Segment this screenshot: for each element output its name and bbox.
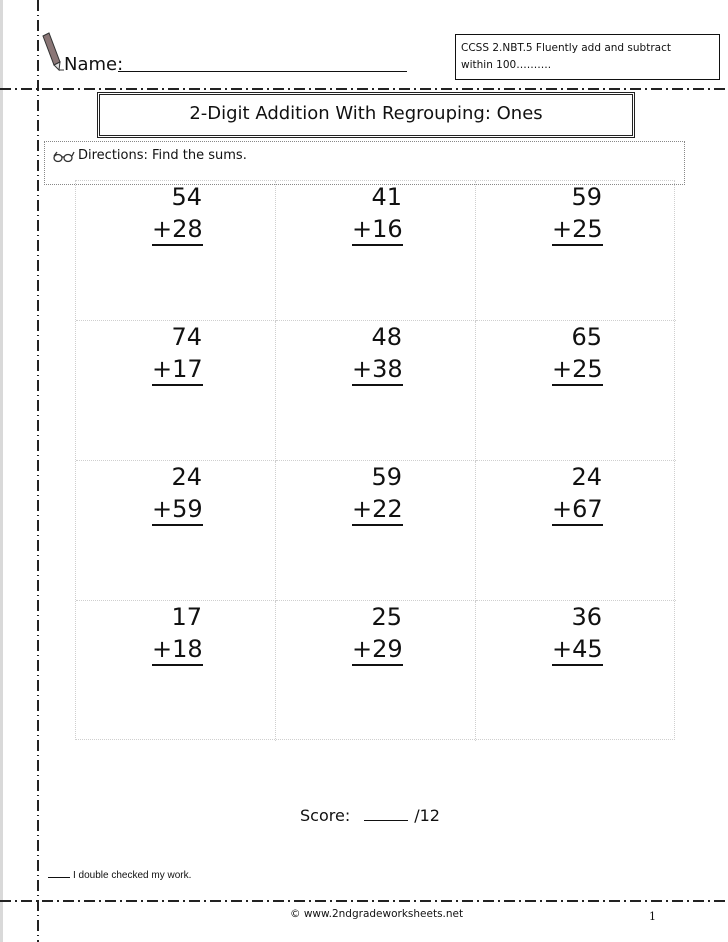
addend-bottom: +22 [352, 494, 403, 526]
margin-guide-vertical [37, 0, 39, 942]
score-area [300, 806, 440, 825]
addend-top: 25 [371, 603, 402, 631]
ccss-standard-text: CCSS 2.NBT.5 Fluently add and subtract [461, 42, 671, 54]
addend-bottom: +25 [552, 214, 603, 246]
addend-top: 41 [371, 183, 402, 211]
pencil-icon [40, 32, 64, 72]
addend-top: 24 [171, 463, 202, 491]
margin-guide-top [0, 88, 728, 90]
addend-bottom: +29 [352, 634, 403, 666]
addend-bottom: +18 [152, 634, 203, 666]
directions-box [44, 141, 685, 185]
double-check-text: I double checked my work. [73, 870, 192, 881]
problem-cell[interactable] [76, 461, 276, 601]
worksheet-title: 2-Digit Addition With Regrouping: Ones [97, 92, 635, 138]
addend-top: 59 [571, 183, 602, 211]
problem-cell[interactable] [276, 181, 476, 321]
problem-cell[interactable] [76, 181, 276, 321]
page-edge [0, 0, 3, 942]
problem-cell[interactable] [476, 321, 676, 461]
double-check-item [48, 869, 191, 881]
problem-cell[interactable] [276, 461, 476, 601]
score-label: Score: [300, 806, 351, 825]
addend-bottom: +28 [152, 214, 203, 246]
addend-bottom: +16 [352, 214, 403, 246]
ccss-standard-box [455, 34, 720, 80]
addend-top: 48 [371, 323, 402, 351]
problem-cell[interactable] [476, 461, 676, 601]
addend-bottom: +25 [552, 354, 603, 386]
addend-bottom: +17 [152, 354, 203, 386]
name-label: Name: [64, 54, 124, 75]
addend-top: 54 [171, 183, 202, 211]
addend-top: 24 [571, 463, 602, 491]
addend-top: 59 [371, 463, 402, 491]
score-total: /12 [414, 806, 440, 825]
addend-top: 36 [571, 603, 602, 631]
directions-text: Directions: Find the sums. [78, 148, 247, 163]
copyright-footer: © www.2ndgradeworksheets.net [290, 908, 464, 920]
ccss-standard-text-line2: within 100………. [461, 59, 552, 71]
problem-cell[interactable] [476, 181, 676, 321]
addend-top: 65 [571, 323, 602, 351]
problem-cell[interactable] [476, 601, 676, 741]
problem-cell[interactable] [76, 321, 276, 461]
page-number: 1 [649, 910, 656, 923]
glasses-icon [53, 151, 75, 163]
double-check-line[interactable] [48, 869, 70, 878]
addend-top: 74 [171, 323, 202, 351]
score-input-line[interactable] [364, 806, 408, 821]
problem-cell[interactable] [276, 601, 476, 741]
problem-cell[interactable] [276, 321, 476, 461]
margin-guide-bottom [0, 900, 728, 902]
addend-bottom: +38 [352, 354, 403, 386]
addend-bottom: +45 [552, 634, 603, 666]
addend-bottom: +67 [552, 494, 603, 526]
name-input-line[interactable] [118, 71, 407, 72]
problem-cell[interactable] [76, 601, 276, 741]
addend-top: 17 [171, 603, 202, 631]
problems-grid [75, 180, 675, 740]
addend-bottom: +59 [152, 494, 203, 526]
